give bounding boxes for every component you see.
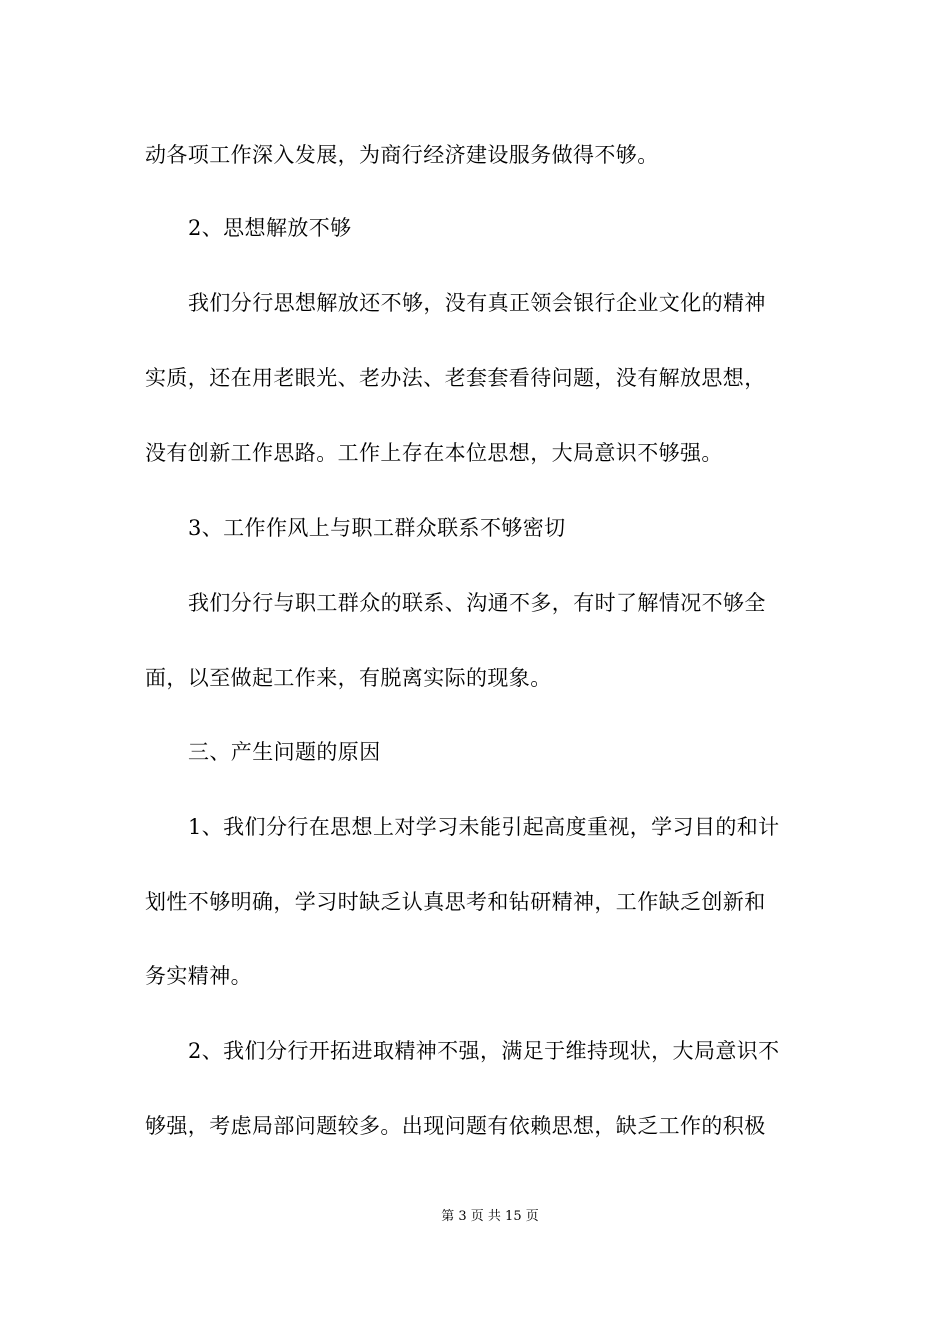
paragraph-line: 我们分行思想解放还不够，没有真正领会银行企业文化的精神	[188, 291, 766, 315]
section-heading: 3、工作作风上与职工群众联系不够密切	[188, 516, 566, 540]
paragraph-line: 实质，还在用老眼光、老办法、老套套看待问题，没有解放思想，	[145, 366, 766, 390]
section-heading: 三、产生问题的原因	[188, 740, 381, 764]
paragraph-line: 1、我们分行在思想上对学习未能引起高度重视，学习目的和计	[188, 815, 780, 839]
paragraph-line: 务实精神。	[145, 964, 252, 988]
page-number-footer: 第 3 页 共 15 页	[441, 1209, 539, 1224]
section-heading: 2、思想解放不够	[188, 216, 352, 240]
paragraph-line: 没有创新工作思路。工作上存在本位思想，大局意识不够强。	[145, 441, 723, 465]
paragraph-line: 够强，考虑局部问题较多。出现问题有依赖思想，缺乏工作的积极	[145, 1114, 766, 1138]
paragraph-line: 我们分行与职工群众的联系、沟通不多，有时了解情况不够全	[188, 591, 766, 615]
paragraph-line: 2、我们分行开拓进取精神不强，满足于维持现状，大局意识不	[188, 1039, 780, 1063]
paragraph-line: 划性不够明确，学习时缺乏认真思考和钻研精神，工作缺乏创新和	[145, 890, 766, 914]
text-line: 动各项工作深入发展，为商行经济建设服务做得不够。	[145, 143, 659, 167]
paragraph-line: 面，以至做起工作来，有脱离实际的现象。	[145, 666, 552, 690]
